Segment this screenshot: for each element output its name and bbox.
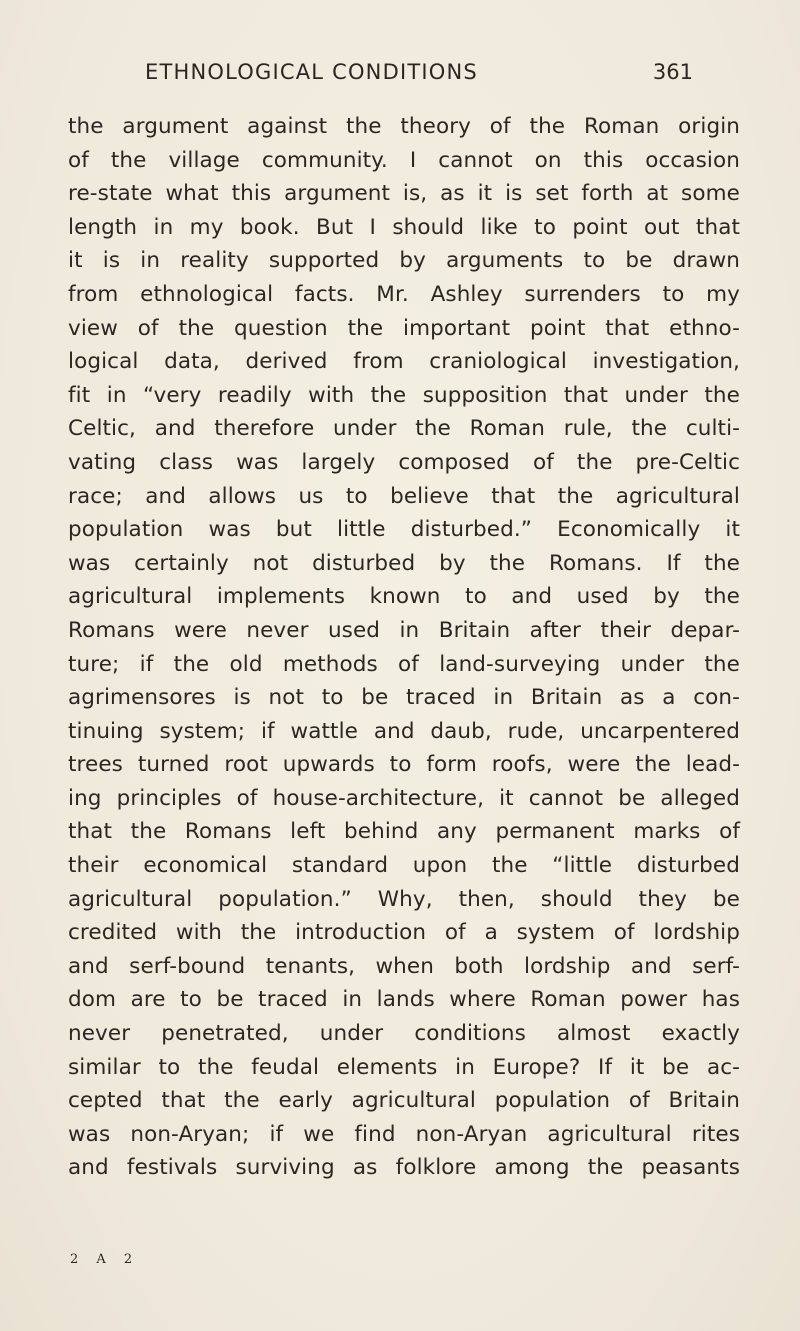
text-line: their economical standard upon the “little disturbed: [68, 853, 740, 879]
text-line: was certainly not disturbed by the Romans. If the: [68, 550, 740, 576]
text-line: similar to the feudal elements in Europe? If it be ac-: [68, 1054, 740, 1080]
body-text: [68, 110, 740, 1185]
text-line: that the Romans left behind any permanent marks of: [68, 819, 740, 845]
text-line: was non-Aryan; if we find non-Aryan agricultural rites: [68, 1121, 740, 1147]
text-line: ture; if the old methods of land-surveying under the: [68, 651, 740, 677]
text-line: the argument against the theory of the Roman origin: [68, 114, 740, 139]
text-line: and festivals surviving as folklore among the peasants: [68, 1155, 740, 1181]
text-line: trees turned root upwards to form roofs, were the lead-: [68, 752, 740, 778]
text-line: population was but little disturbed.” Economically it: [68, 517, 740, 543]
text-line: and serf-bound tenants, when both lordship and serf-: [68, 953, 740, 979]
text-line: dom are to be traced in lands where Roman power has: [68, 987, 740, 1013]
text-line: cepted that the early agricultural population of Britain: [68, 1088, 740, 1114]
text-line: agrimensores is not to be traced in Britain as a con-: [68, 685, 740, 711]
text-line: Romans were never used in Britain after their depar-: [68, 617, 740, 643]
text-line: fit in “very readily with the supposition that under the: [68, 382, 740, 408]
text-line: of the village community. I cannot on this occasion: [68, 147, 740, 173]
running-head: [145, 60, 745, 90]
text-line: tinuing system; if wattle and daub, rude, uncarpentered: [68, 718, 740, 744]
running-title: ETHNOLOGICAL CONDITIONS: [145, 60, 478, 84]
text-line: ing principles of house-architecture, it cannot be alleged: [68, 785, 740, 811]
text-line: never penetrated, under conditions almost exactly: [68, 1021, 740, 1047]
text-line: credited with the introduction of a system of lordship: [68, 920, 740, 946]
text-line: agricultural implements known to and used by the: [68, 584, 740, 610]
page-number: 361: [652, 60, 693, 84]
signature-mark: 2 A 2: [70, 1252, 140, 1267]
text-line: Celtic, and therefore under the Roman rule, the culti-: [68, 416, 740, 442]
text-line: re-state what this argument is, as it is set forth at some: [68, 181, 740, 207]
text-line: length in my book. But I should like to point out that: [68, 214, 740, 240]
text-line: it is in reality supported by arguments to be drawn: [68, 248, 740, 274]
text-line: vating class was largely composed of the pre-Celtic: [68, 449, 740, 475]
text-line: from ethnological facts. Mr. Ashley surrenders to my: [68, 281, 740, 307]
text-line: agricultural population.” Why, then, should they be: [68, 886, 740, 912]
text-line: logical data, derived from craniological investigation,: [68, 349, 740, 375]
text-line: race; and allows us to believe that the agricultural: [68, 483, 740, 509]
text-line: view of the question the important point that ethno-: [68, 315, 740, 341]
